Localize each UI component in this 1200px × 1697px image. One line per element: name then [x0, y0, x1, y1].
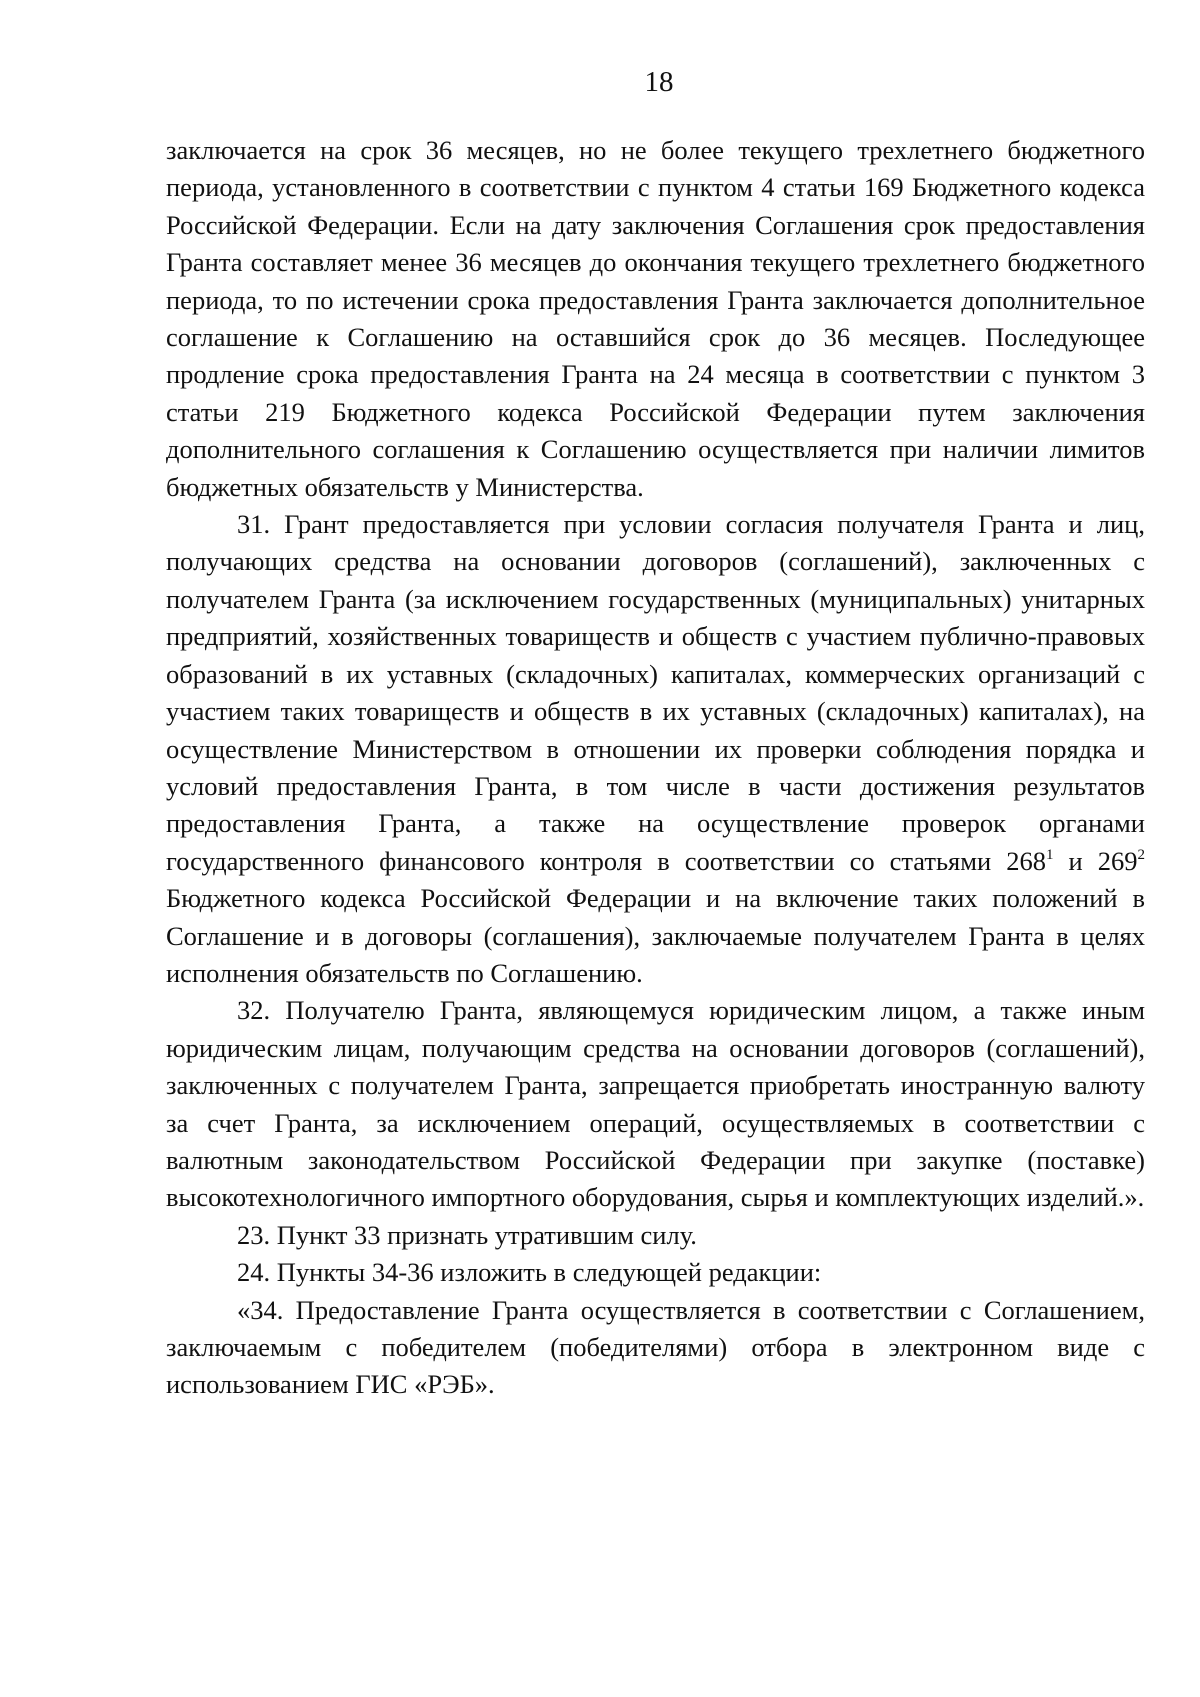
paragraph-item-23: 23. Пункт 33 признать утратившим силу.: [237, 1219, 697, 1250]
paragraph-34: «34. Предоставление Гранта осуществляется в соответствии с Соглашением, заключаемым с победителем (победителями) отбора в электронном виде с использованием ГИС «РЭБ».: [166, 1294, 1145, 1400]
paragraph-31-text: 31. Грант предоставляется при условии согласия получателя Гранта и лиц, получающих средства на основании договоров (соглашений), заключенных с получателем Гранта (за исключением государственных (муниципальных) унитарных предприятий, хозяйственных товариществ и обществ с участием публично-правовых образований в их уставных (складочных) капиталах, коммерческих организаций с участием таких товариществ и обществ в их уставных (складочных) капиталах), на осуществление Министерством в отношении их проверки соблюдения порядка и условий предоставления Гранта, в том числе в части достижения результатов предоставления Гранта, а также на осуществление проверок органами государственного финансового контроля в соответствии со статьями 268: [166, 509, 1145, 876]
paragraph-grant-term: заключается на срок 36 месяцев, но не более текущего трехлетнего бюджетного периода, установленного в соответствии с пунктом 4 статьи 169 Бюджетного кодекса Российской Федерации. Если на дату заключения Соглашения срок предоставления Гранта составляет менее 36 месяцев до окончания текущего трехлетнего бюджетного периода, то по истечении срока предоставления Гранта заключается дополнительное соглашение к Соглашению на оставшийся срок до 36 месяцев. Последующее продление срока предоставления Гранта на 24 месяца в соответствии с пунктом 3 статьи 219 Бюджетного кодекса Российской Федерации путем заключения дополнительного соглашения к Соглашению осуществляется при наличии лимитов бюджетных обязательств у Министерства.: [166, 135, 1145, 502]
document-body: [166, 132, 1145, 1404]
paragraph-item-24: 24. Пункты 34-36 изложить в следующей редакции:: [237, 1257, 822, 1288]
footnote-superscript: 1: [1045, 846, 1054, 863]
paragraph-32: 32. Получателю Гранта, являющемуся юридическим лицом, а также иным юридическим лицам, получающим средства на основании договоров (соглашений), заключенных с получателем Гранта, запрещается приобретать иностранную валюту за счет Гранта, за исключением операций, осуществляемых в соответствии с валютным законодательством Российской Федерации при закупке (поставке) высокотехнологичного импортного оборудования, сырья и комплектующих изделий.».: [166, 995, 1145, 1213]
paragraph-31-mid: и 269: [1053, 845, 1138, 876]
footnote-superscript: 2: [1137, 846, 1145, 863]
paragraph-31: [166, 506, 1145, 992]
page-number: 18: [644, 66, 674, 98]
paragraph-31-tail: Бюджетного кодекса Российской Федерации и на включение таких положений в Соглашение и в договоры (соглашения), заключаемые получателем Гранта в целях исполнения обязательств по Соглашению.: [166, 883, 1145, 988]
